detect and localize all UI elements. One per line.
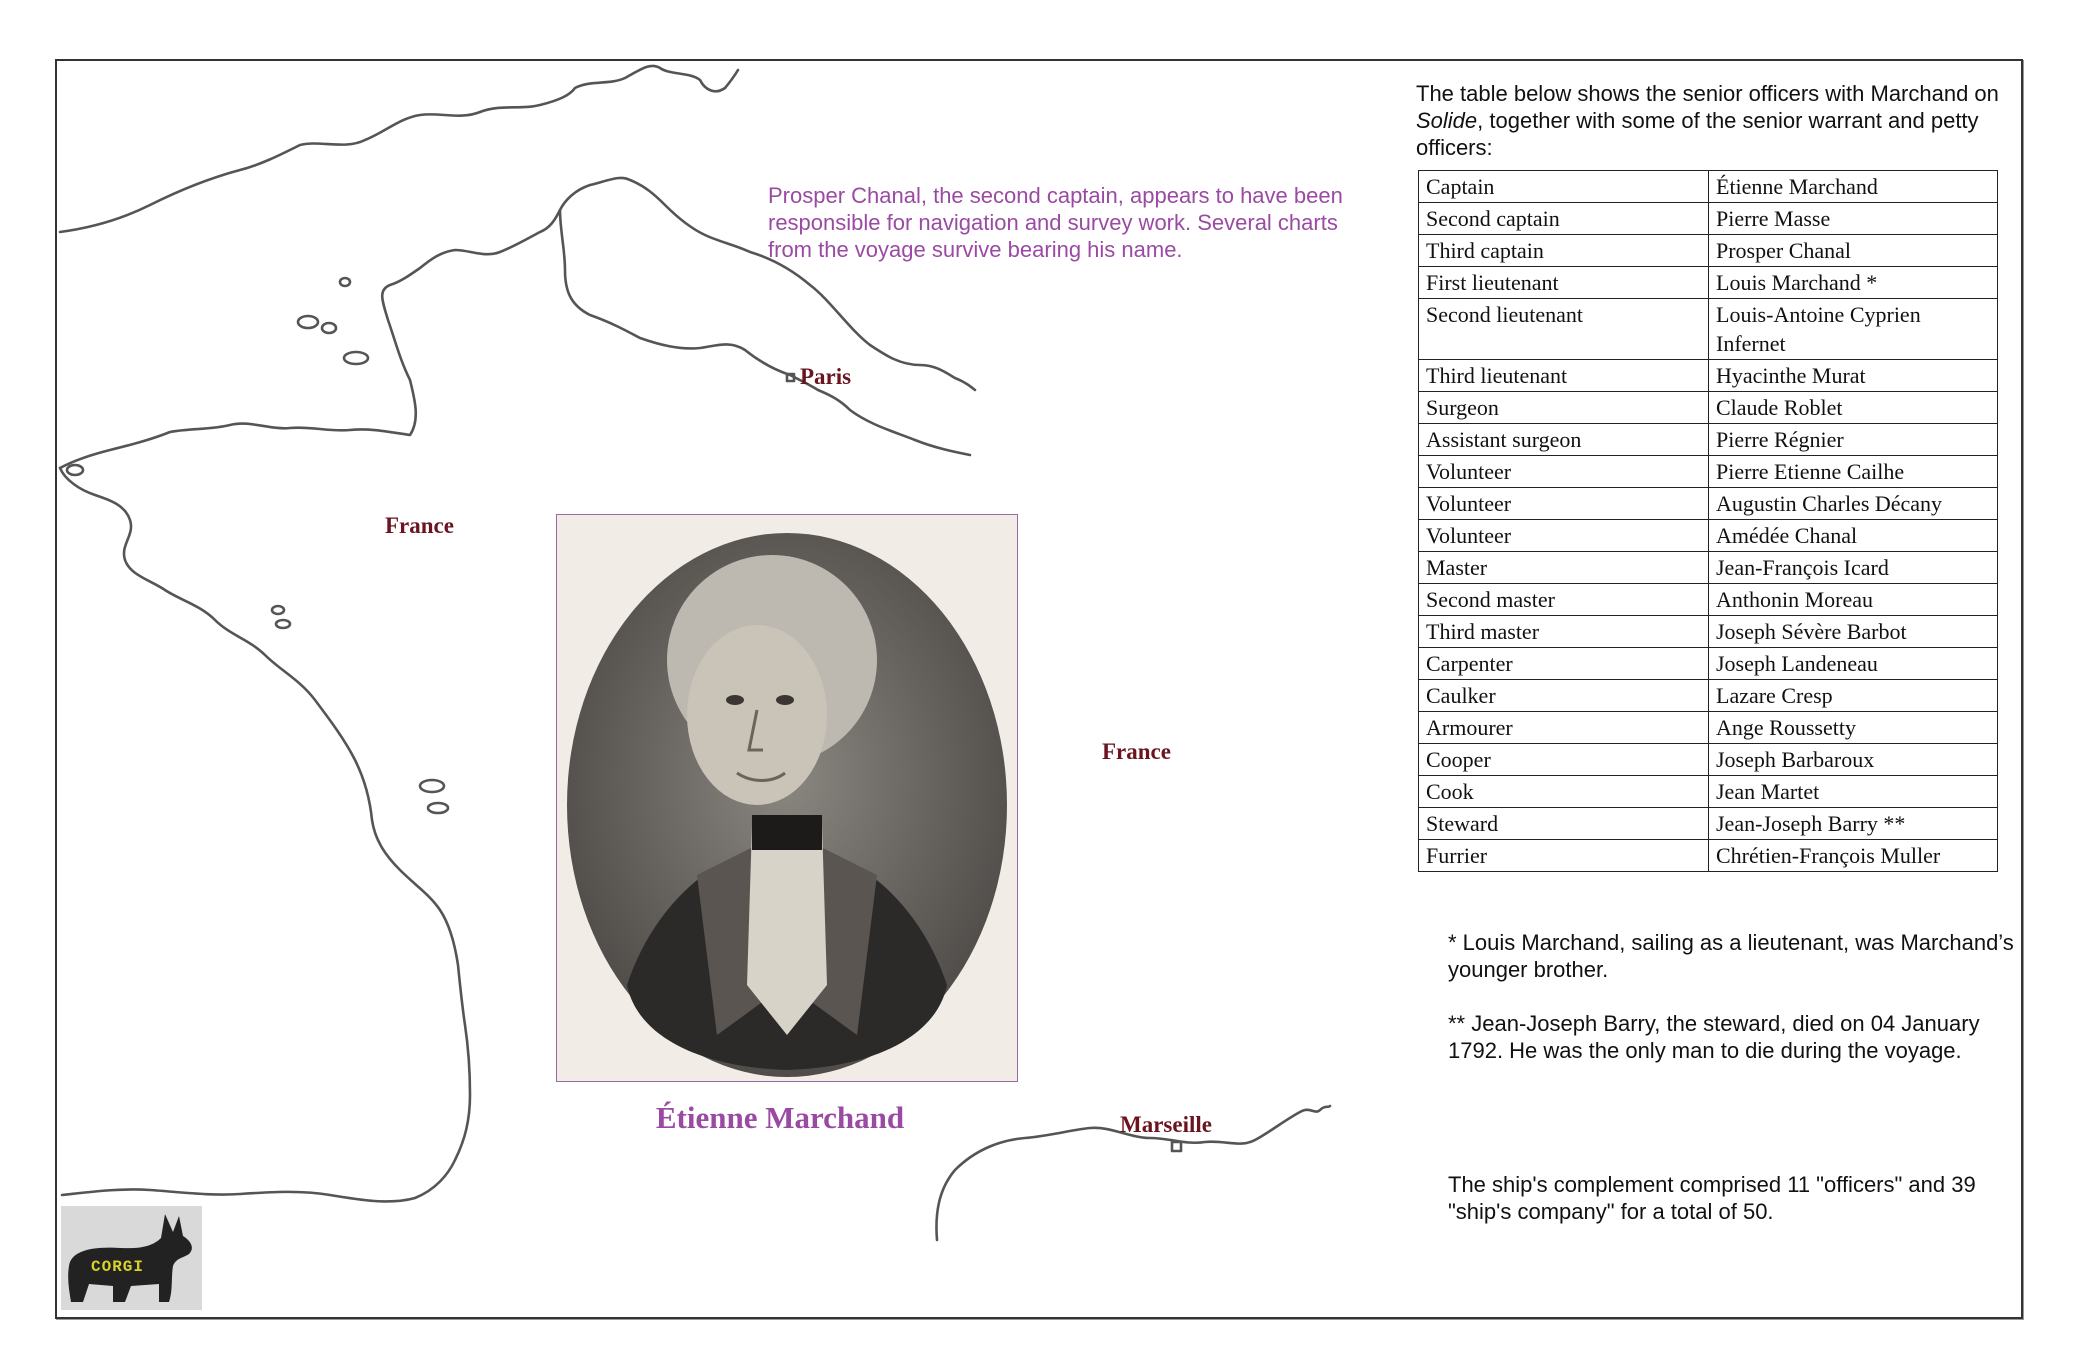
officer-name: Pierre Etienne Cailhe — [1709, 456, 1998, 488]
officer-role: Volunteer — [1419, 488, 1709, 520]
table-row — [1419, 203, 1998, 235]
map-label-france-west: France — [385, 513, 454, 538]
officer-role: Assistant surgeon — [1419, 424, 1709, 456]
officer-role: Captain — [1419, 171, 1709, 203]
officer-name: Louis Marchand * — [1709, 267, 1998, 299]
marseille-marker — [1172, 1142, 1181, 1151]
map-label-paris: Paris — [800, 364, 852, 389]
officer-role: First lieutenant — [1419, 267, 1709, 299]
table-row — [1419, 584, 1998, 616]
officer-role: Caulker — [1419, 680, 1709, 712]
table-row — [1419, 616, 1998, 648]
officer-name: Jean Martet — [1709, 776, 1998, 808]
ship-name: Solide — [1416, 108, 1478, 133]
officer-role: Carpenter — [1419, 648, 1709, 680]
island — [67, 465, 83, 475]
portrait-image — [556, 514, 1018, 1082]
officer-name: Étienne Marchand — [1709, 171, 1998, 203]
officer-name: Claude Roblet — [1709, 392, 1998, 424]
ship-complement-note: The ship's complement comprised 11 "officers" and 39 "ship's company" for a total of 50. — [1448, 1172, 1976, 1224]
officer-role: Second master — [1419, 584, 1709, 616]
footnote-jean-joseph-barry: ** Jean-Joseph Barry, the steward, died on 04 January 1792. He was the only man to die during the voyage. — [1448, 1011, 1980, 1063]
intro-text-after: , together with some of the senior warrant and petty officers: — [1416, 108, 1979, 160]
portrait-engraving — [557, 515, 1017, 1081]
atlantic-coastline — [60, 468, 470, 1201]
logo-text: CORGI — [91, 1258, 145, 1276]
officer-role: Second lieutenant — [1419, 299, 1709, 360]
table-row — [1419, 299, 1998, 360]
table-row — [1419, 424, 1998, 456]
table-row — [1419, 360, 1998, 392]
table-row — [1419, 171, 1998, 203]
table-row — [1419, 267, 1998, 299]
table-row — [1419, 235, 1998, 267]
officer-name: Prosper Chanal — [1709, 235, 1998, 267]
portrait-caption: Étienne Marchand — [655, 1100, 905, 1135]
table-row — [1419, 712, 1998, 744]
corgi-logo — [61, 1206, 202, 1310]
table-row — [1419, 744, 1998, 776]
officer-name: Jean-François Icard — [1709, 552, 1998, 584]
footnote-louis-marchand: * Louis Marchand, sailing as a lieutenant, was Marchand’s younger brother. — [1448, 930, 2014, 982]
island — [344, 352, 368, 364]
officer-role: Third captain — [1419, 235, 1709, 267]
table-row — [1419, 808, 1998, 840]
map-label-france-east: France — [1102, 739, 1171, 764]
officer-name: Jean-Joseph Barry ** — [1709, 808, 1998, 840]
table-row — [1419, 392, 1998, 424]
officer-name: Joseph Sévère Barbot — [1709, 616, 1998, 648]
officer-role: Armourer — [1419, 712, 1709, 744]
map-label-marseille: Marseille — [1120, 1112, 1212, 1137]
island — [298, 316, 318, 328]
officer-role: Furrier — [1419, 840, 1709, 872]
island — [340, 278, 350, 286]
officer-name: Pierre Masse — [1709, 203, 1998, 235]
table-row — [1419, 488, 1998, 520]
island — [322, 323, 336, 333]
officer-role: Volunteer — [1419, 520, 1709, 552]
paris-marker — [787, 374, 794, 381]
officer-name: Joseph Landeneau — [1709, 648, 1998, 680]
officer-role: Third master — [1419, 616, 1709, 648]
england-coastline — [60, 66, 738, 232]
officers-table — [1418, 170, 1998, 872]
table-row — [1419, 648, 1998, 680]
officer-name: Louis-Antoine Cyprien Infernet — [1709, 299, 1998, 360]
island — [420, 780, 444, 792]
officer-role: Third lieutenant — [1419, 360, 1709, 392]
officer-name: Lazare Cresp — [1709, 680, 1998, 712]
officer-role: Master — [1419, 552, 1709, 584]
island — [272, 606, 284, 614]
officer-role: Second captain — [1419, 203, 1709, 235]
officer-role: Volunteer — [1419, 456, 1709, 488]
table-intro — [1416, 80, 2016, 161]
table-row — [1419, 520, 1998, 552]
navigation-note: Prosper Chanal, the second captain, appears to have been responsible for navigation and survey work. Several charts from the voyage survive bearing his name. — [768, 183, 1343, 262]
officer-name: Chrétien-François Muller — [1709, 840, 1998, 872]
island — [428, 803, 448, 813]
table-row — [1419, 552, 1998, 584]
officer-name: Joseph Barbaroux — [1709, 744, 1998, 776]
officer-name: Hyacinthe Murat — [1709, 360, 1998, 392]
officer-name: Amédée Chanal — [1709, 520, 1998, 552]
officer-name: Anthonin Moreau — [1709, 584, 1998, 616]
officer-role: Cook — [1419, 776, 1709, 808]
island — [276, 620, 290, 628]
intro-text-before: The table below shows the senior officers with Marchand on — [1416, 81, 1999, 106]
table-row — [1419, 840, 1998, 872]
officer-role: Steward — [1419, 808, 1709, 840]
table-row — [1419, 680, 1998, 712]
officer-role: Surgeon — [1419, 392, 1709, 424]
table-row — [1419, 776, 1998, 808]
officer-role: Cooper — [1419, 744, 1709, 776]
table-row — [1419, 456, 1998, 488]
officer-name: Pierre Régnier — [1709, 424, 1998, 456]
officer-name: Augustin Charles Décany — [1709, 488, 1998, 520]
officer-name: Ange Roussetty — [1709, 712, 1998, 744]
